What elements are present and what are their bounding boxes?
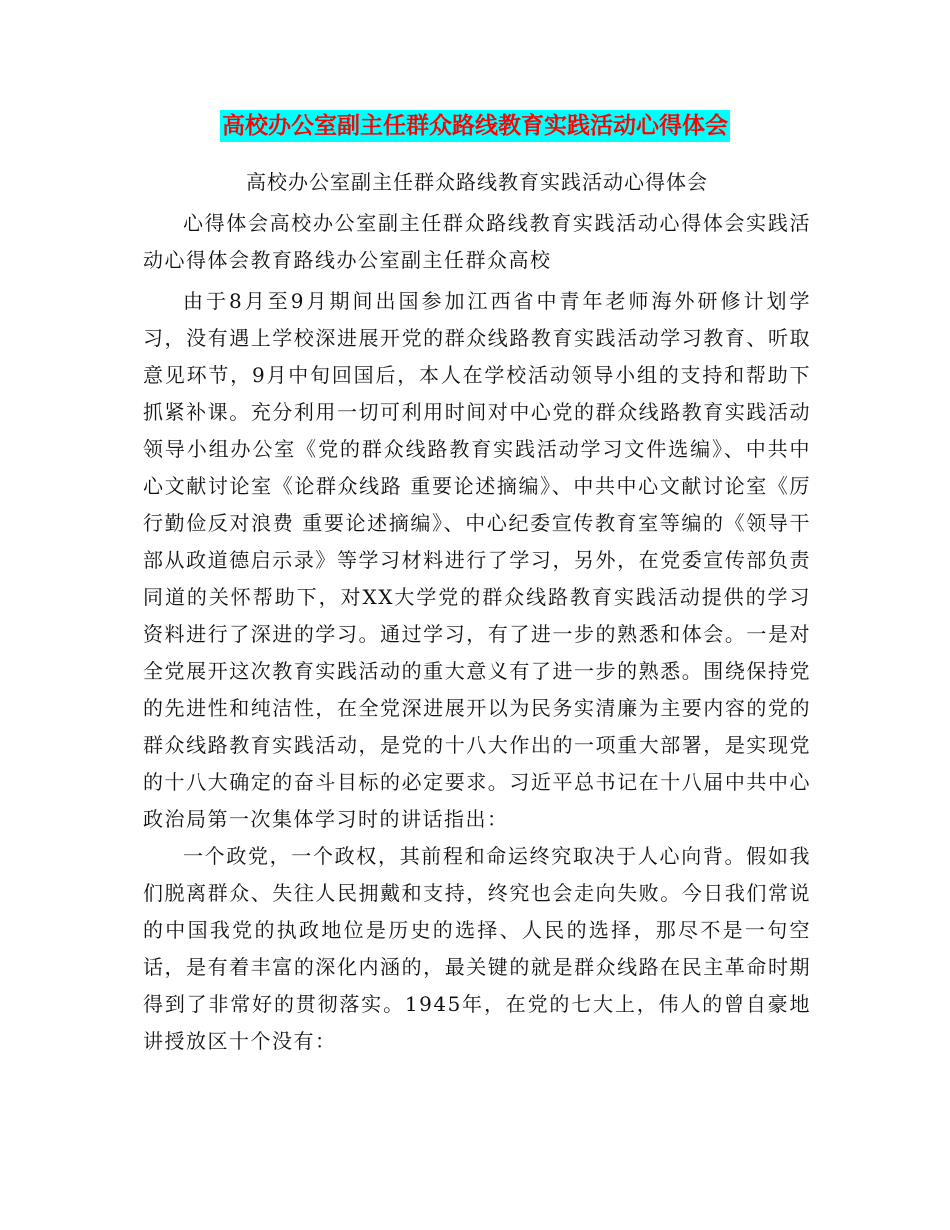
document-subtitle: 高校办公室副主任群众路线教育实践活动心得体会 (246, 170, 708, 194)
paragraph-1: 由于8月至9月期间出国参加江西省中青年老师海外研修计划学习，没有遇上学校深进展开党的群众线路教育实践活动学习教育、听取意见环节，9月中旬回国后，本人在学校活动领导小组的支持和帮助下抓紧补课。充分利用一切可利用时间对中心党的群众线路教育实践活动领导小组办公室《党的群众线路教育实践活动学习文件选编》、中共中心文献讨论室《论群众线路 重要论述摘编》、中共中心文献讨论室《厉行勤俭反对浪费 重要论述摘编》、中心纪委宣传教育室等编的《领导干部从政道德启示录》等学习材料进行了学习，另外，在党委宣传部负责同道的关怀帮助下，对XX大学党的群众线路教育实践活动提供的学习资料进行了深进的学习。通过学习，有了进一步的熟悉和体会。一是对全党展开这次教育实践活动的重大意义有了进一步的熟悉。围绕保持党的先进性和纯洁性，在全党深进展开以为民务实清廉为主要内容的党的群众线路教育实践活动，是党的十八大作出的一项重大部署，是实现党的十八大确定的奋斗目标的必定要求。习近平总书记在十八届中共中心政治局第一次集体学习时的讲话指出： (143, 289, 811, 831)
document-title: 高校办公室副主任群众路线教育实践活动心得体会 (220, 110, 730, 142)
paragraph-2: 一个政党，一个政权，其前程和命运终究取决于人心向背。假如我们脱离群众、失往人民拥戴和支持，终究也会走向失败。今日我们常说的中国我党的执政地位是历史的选择、人民的选择，那尽不是一句空话，是有着丰富的深化内涵的，最关键的就是群众线路在民主革命时期得到了非常好的贯彻落实。1945年，在党的七大上，伟人的曾自豪地讲授放区十个没有： (143, 844, 811, 1053)
document-body (143, 164, 811, 1060)
keywords-line: 心得体会高校办公室副主任群众路线教育实践活动心得体会实践活动心得体会教育路线办公室副主任群众高校 (143, 211, 811, 272)
title-wrap (0, 110, 950, 142)
